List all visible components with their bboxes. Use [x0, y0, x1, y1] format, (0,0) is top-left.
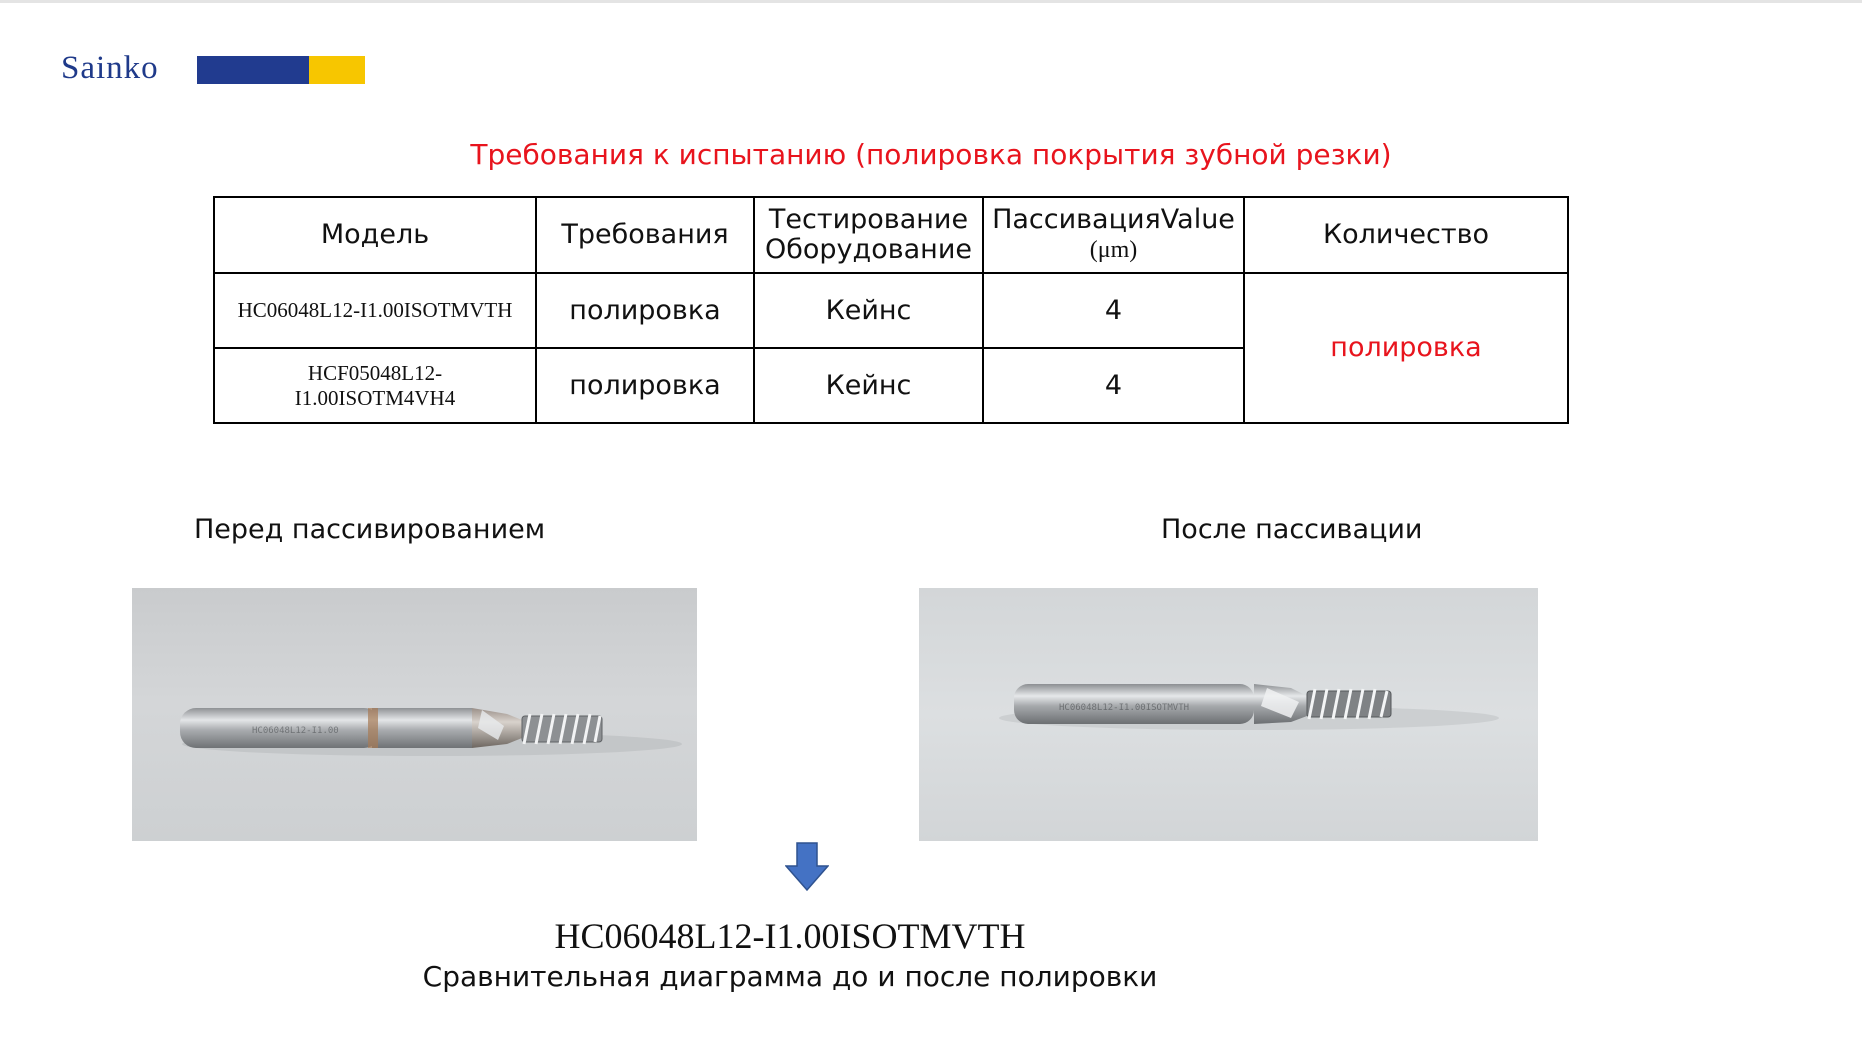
down-arrow-icon [785, 842, 829, 892]
table-row [214, 273, 1568, 348]
header-passivation [983, 197, 1244, 273]
brand-logo-text: Sainko [61, 50, 159, 86]
svg-text:HC06048L12-I1.00ISOTMVTH: HC06048L12-I1.00ISOTMVTH [1059, 703, 1190, 713]
brand-bar-blue [197, 56, 309, 84]
cell-equipment: Кейнс [754, 273, 983, 348]
header-equipment-line2: Оборудование [765, 234, 972, 265]
requirements-table [213, 196, 1569, 424]
header-equipment-line1: Тестирование [768, 204, 969, 235]
requirements-table-container [213, 196, 1569, 424]
cell-model [214, 348, 536, 423]
cell-requirement: полировка [536, 348, 754, 423]
table-title: Требования к испытанию (полировка покрытия зубной резки) [470, 138, 1392, 171]
model-caption: HC06048L12-I1.00ISOTMVTH [554, 916, 1026, 956]
header-model: Модель [214, 197, 536, 273]
header-passivation-line1: ПассивацияValue [992, 204, 1235, 235]
header-requirements: Требования [536, 197, 754, 273]
svg-text:HC06048L12-I1.00: HC06048L12-I1.00 [252, 726, 339, 736]
cell-requirement: полировка [536, 273, 754, 348]
header-quantity: Количество [1244, 197, 1568, 273]
cell-value: 4 [983, 273, 1244, 348]
cutter-tool-image [919, 588, 1538, 841]
comparison-caption: Сравнительная диаграмма до и после полировки [422, 960, 1158, 993]
cell-equipment: Кейнс [754, 348, 983, 423]
after-label: После пассивации [1161, 514, 1423, 545]
brand-bar-yellow [309, 56, 365, 84]
after-passivation-photo [919, 588, 1538, 841]
cell-model: HC06048L12-I1.00ISOTMVTH [214, 273, 536, 348]
before-passivation-photo [132, 588, 697, 841]
table-header-row [214, 197, 1568, 273]
cutter-tool-image [132, 588, 697, 841]
header-equipment [754, 197, 983, 273]
header-passivation-unit: (μm) [1089, 237, 1138, 263]
cell-quantity-merged: полировка [1244, 273, 1568, 423]
cell-model-line2: I1.00ISOTM4VH4 [294, 385, 456, 410]
before-label: Перед пассивированием [194, 514, 546, 545]
cell-model-line1: HCF05048L12- [307, 360, 443, 385]
top-divider [0, 0, 1862, 3]
cell-value: 4 [983, 348, 1244, 423]
